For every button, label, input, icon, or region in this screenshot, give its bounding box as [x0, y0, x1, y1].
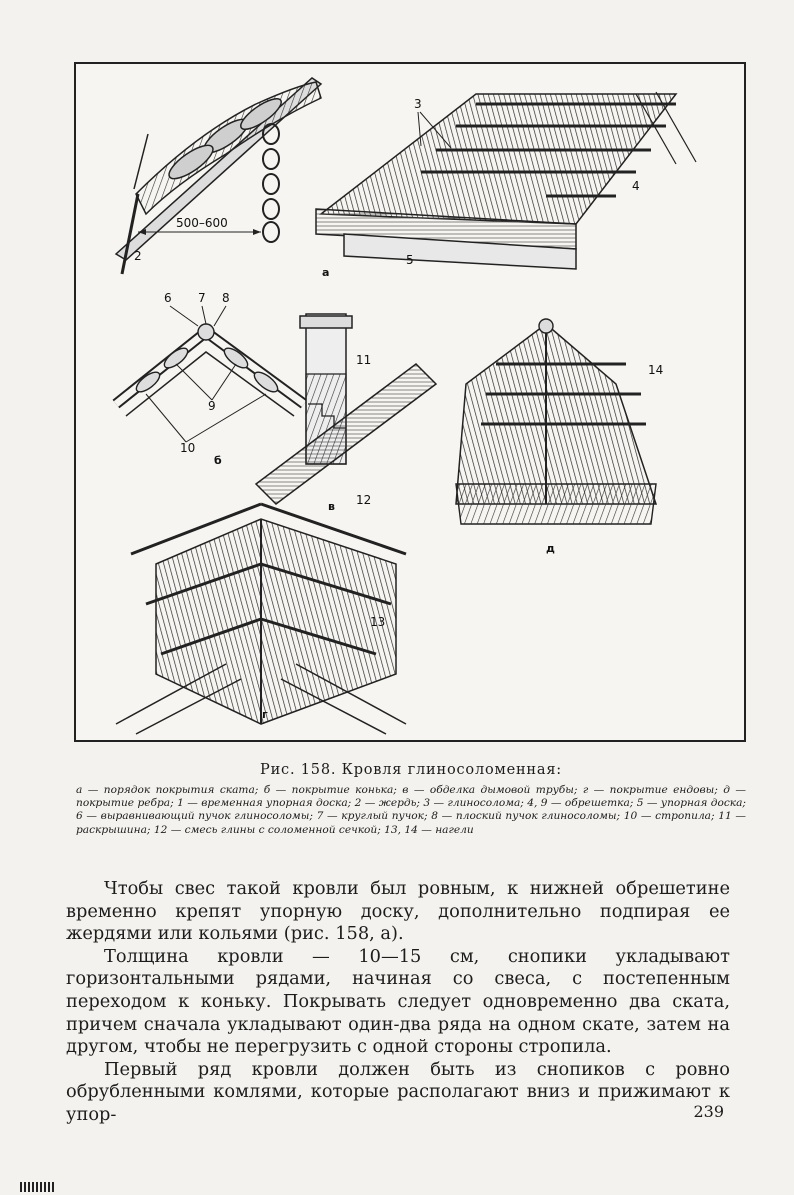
drawing-v-chimney [256, 314, 436, 513]
figure-158 [74, 62, 746, 742]
label-3: 3 [414, 97, 422, 111]
label-9: 9 [208, 399, 216, 413]
label-5: 5 [406, 253, 414, 267]
drawing-a-slope [316, 92, 696, 279]
drawing-b-ridge [116, 291, 304, 467]
figure-illustration [76, 64, 744, 740]
label-4: 4 [632, 179, 640, 193]
drawing-a-eave-section [116, 78, 321, 274]
paragraph-1: Чтобы свес такой кровли был ровным, к нижней обрешетине временно крепят упорную доску, дополнительно подпирая ее жердями или кольями (рис. 158, а). [66, 878, 730, 945]
paragraph-3: Первый ряд кровли должен быть из снопиков с ровно обрубленными комлями, которые располагают вниз и прижимают к упор- [66, 1058, 730, 1125]
body-text [66, 878, 730, 1127]
label-14: 14 [648, 363, 664, 377]
caption-legend: а — порядок покрытия ската; б — покрытие конька; в — обделка дымовой трубы; г — покрытие ендовы; д — покрытие ребра; 1 — временная упорная доска; 2 — жердь; 3 — глиносолома; 4, 9 — обрешетка; 5 — упорная доска; 6 — выравнивающий пучок глиносоломы; 7 — круглый пучок; 8 — плоский пучок глиносоломы; 10 — стропила; 11 — раскрышина; 12 — смесь глины с соломенной сечкой; 13, 14 — нагели [76, 784, 746, 836]
label-7: 7 [198, 291, 206, 305]
panel-label-a: а [322, 266, 330, 279]
figure-caption [76, 762, 746, 837]
label-10: 10 [180, 441, 196, 455]
scan-mark [20, 1182, 54, 1192]
label-6: 6 [164, 291, 172, 305]
panel-label-b: б [214, 454, 222, 467]
label-12: 12 [356, 493, 372, 507]
label-2: 2 [134, 249, 142, 263]
drawing-d-hip [456, 319, 663, 555]
label-8: 8 [222, 291, 230, 305]
drawing-g-valley [116, 504, 406, 734]
panel-label-g: г [262, 708, 268, 721]
caption-title: Рис. 158. Кровля глиносоломенная: [260, 762, 562, 778]
dimension-label: 500–600 [176, 216, 228, 230]
paragraph-2: Толщина кровли — 10—15 см, снопики укладывают горизонтальными рядами, начиная со свеса, с постепенным переходом к коньку. Покрывать следует одновременно два ската, причем сначала укладывают один-два ряда на одном скате, затем на другом, чтобы не перегрузить с одной стороны стропила. [66, 945, 730, 1058]
label-11: 11 [356, 353, 372, 367]
label-13: 13 [370, 615, 386, 629]
panel-label-d: д [546, 542, 555, 555]
panel-label-v: в [328, 500, 335, 513]
page-number: 239 [693, 1102, 724, 1121]
